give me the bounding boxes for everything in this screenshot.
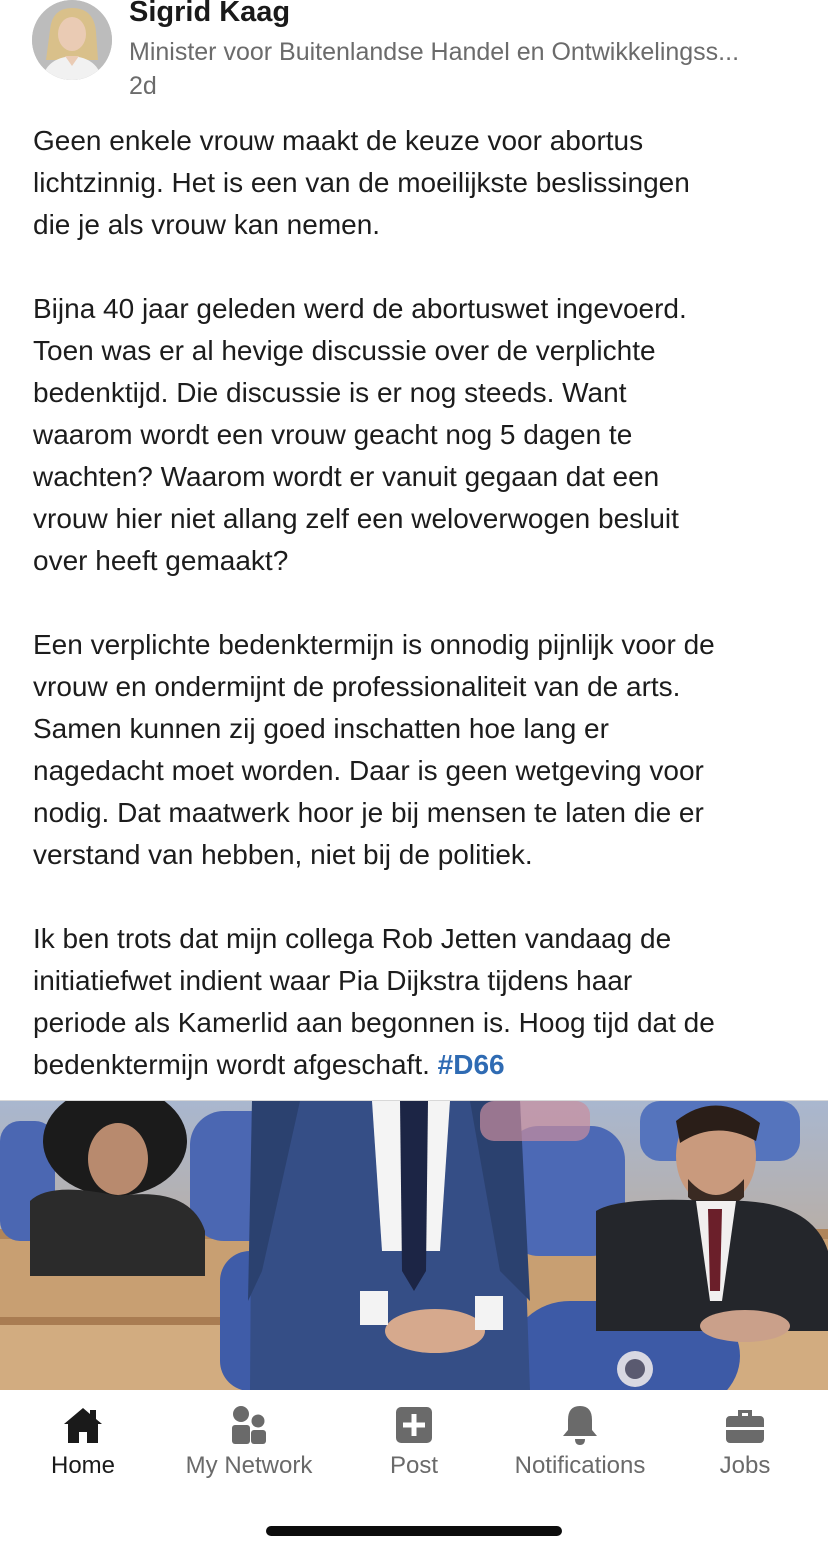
text-line: vrouw en ondermijnt de professionaliteit van de arts.: [33, 671, 681, 702]
text-line: Samen kunnen zij goed inschatten hoe lang er: [33, 713, 609, 744]
text-line: nodig. Dat maatwerk hoor je bij mensen te laten die er: [33, 797, 704, 828]
post-image[interactable]: [0, 1100, 828, 1391]
hashtag-link[interactable]: #D66: [437, 1049, 505, 1080]
text-line: Bijna 40 jaar geleden werd de abortuswet ingevoerd.: [33, 293, 687, 324]
tab-post[interactable]: [331, 1402, 497, 1492]
post-header: [0, 0, 828, 110]
author-name[interactable]: Sigrid Kaag: [129, 0, 291, 28]
post-text: [33, 120, 803, 1086]
text-line: Geen enkele vrouw maakt de keuze voor abortus: [33, 125, 644, 156]
text-line: nagedacht moet worden. Daar is geen wetgeving voor: [33, 755, 704, 786]
tab-home[interactable]: [0, 1402, 166, 1492]
post-paragraph-4: [33, 918, 803, 1086]
text-line: Toen was er al hevige discussie over de verplichte: [33, 335, 656, 366]
parliament-photo: [0, 1101, 828, 1391]
tab-jobs-label: Jobs: [719, 1452, 771, 1479]
post-paragraph-1: [33, 120, 803, 246]
home-icon: [60, 1402, 106, 1448]
text-line: Ik ben trots dat mijn collega Rob Jetten vandaag de: [33, 923, 672, 954]
author-avatar[interactable]: [32, 0, 112, 80]
briefcase-icon: [722, 1402, 768, 1448]
plus-square-icon: [391, 1402, 437, 1448]
text-line: die je als vrouw kan nemen.: [33, 209, 381, 240]
post-paragraph-3: [33, 624, 803, 876]
text-line: verstand van hebben, niet bij de politiek.: [33, 839, 533, 870]
tab-notifications[interactable]: [497, 1402, 663, 1492]
text-line: lichtzinnig. Het is een van de moeilijkste beslissingen: [33, 167, 690, 198]
post-paragraph-2: [33, 288, 803, 582]
text-line: Een verplichte bedenktermijn is onnodig pijnlijk voor de: [33, 629, 715, 660]
author-headline: Minister voor Buitenlandse Handel en Ontwikkelingss...: [129, 38, 740, 66]
tab-my-network-label: My Network: [185, 1452, 313, 1479]
text-segment: bedenktermijn wordt afgeschaft.: [33, 1049, 430, 1080]
post-timestamp: 2d: [129, 72, 157, 100]
author-photo: [32, 0, 112, 80]
text-line: periode als Kamerlid aan begonnen is. Hoog tijd dat de: [33, 1007, 715, 1038]
text-line: initiatiefwet indient waar Pia Dijkstra tijdens haar: [33, 965, 633, 996]
text-line-last: [33, 1044, 803, 1086]
tab-home-label: Home: [50, 1452, 116, 1479]
text-line: waarom wordt een vrouw geacht nog 5 dagen te: [33, 419, 633, 450]
text-line: bedenktijd. Die discussie is er nog steeds. Want: [33, 377, 627, 408]
tab-post-label: Post: [389, 1452, 439, 1479]
tab-my-network[interactable]: [166, 1402, 332, 1492]
people-icon: [226, 1402, 272, 1448]
home-indicator[interactable]: [266, 1526, 562, 1536]
bell-icon: [557, 1402, 603, 1448]
tab-jobs[interactable]: [662, 1402, 828, 1492]
text-line: wachten? Waarom wordt er vanuit gegaan dat een: [33, 461, 660, 492]
text-line: vrouw hier niet allang zelf een weloverwogen besluit: [33, 503, 679, 534]
text-line: over heeft gemaakt?: [33, 545, 289, 576]
tab-notifications-label: Notifications: [514, 1452, 646, 1479]
